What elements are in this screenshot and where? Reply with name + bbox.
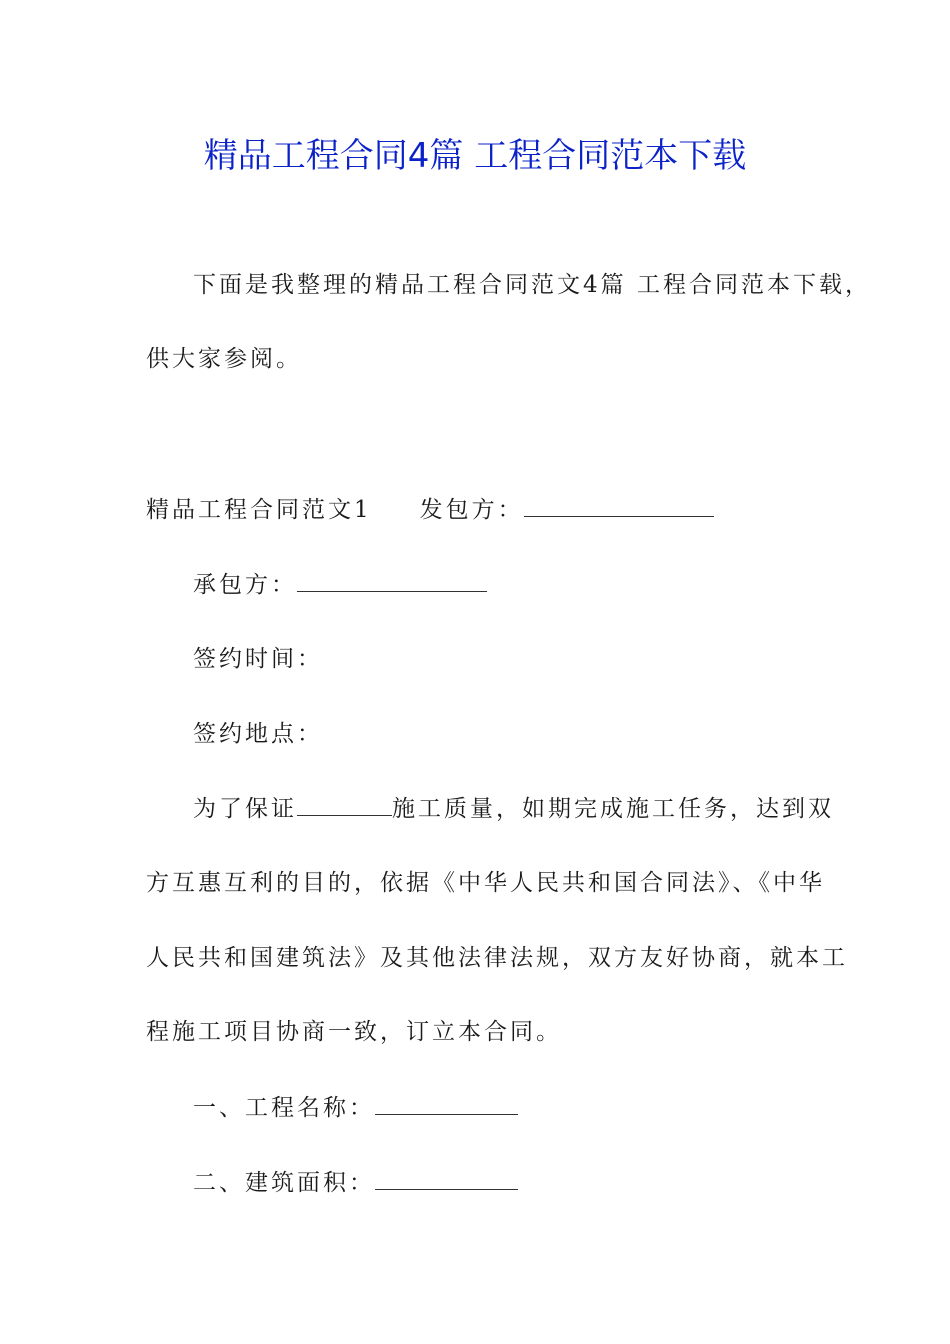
party-a-label: 发包方： (419, 497, 524, 523)
paragraph-line-4: 程施工项目协商一致，订立本合同。 (146, 1019, 562, 1045)
sign-time-label: 签约时间： (193, 646, 323, 672)
paragraph-line-3: 人民共和国建筑法》及其他法律法规，双方友好协商，就本工 (146, 945, 848, 971)
intro-line-2: 供大家参阅。 (146, 346, 302, 372)
party-a-blank (524, 494, 714, 517)
party-b-row (193, 569, 487, 600)
intro-line-1: 下面是我整理的精品工程合同范文4篇 工程合同范本下载， (193, 272, 871, 298)
paragraph-line-2: 方互惠互利的目的，依据《中华人民共和国合同法》、《中华 (146, 870, 825, 896)
item-1-blank (375, 1092, 518, 1115)
item-2-label: 二、建筑面积： (193, 1170, 375, 1196)
party-b-blank (297, 569, 487, 592)
section-heading-row (146, 494, 714, 525)
item-1-row (193, 1092, 518, 1123)
paragraph-text: 施工质量，如期完成施工任务，达到双 (392, 796, 834, 822)
section-heading: 精品工程合同范文1 (146, 497, 372, 523)
party-b-label: 承包方： (193, 572, 297, 598)
item-1-label: 一、工程名称： (193, 1095, 375, 1121)
document-title: 精品工程合同4篇 工程合同范本下载 (203, 136, 747, 176)
item-2-blank (375, 1167, 518, 1190)
sign-place-label: 签约地点： (193, 721, 323, 747)
paragraph-line-1 (193, 793, 834, 824)
project-blank (297, 793, 392, 816)
item-2-row (193, 1167, 518, 1198)
paragraph-text: 为了保证 (193, 796, 297, 822)
